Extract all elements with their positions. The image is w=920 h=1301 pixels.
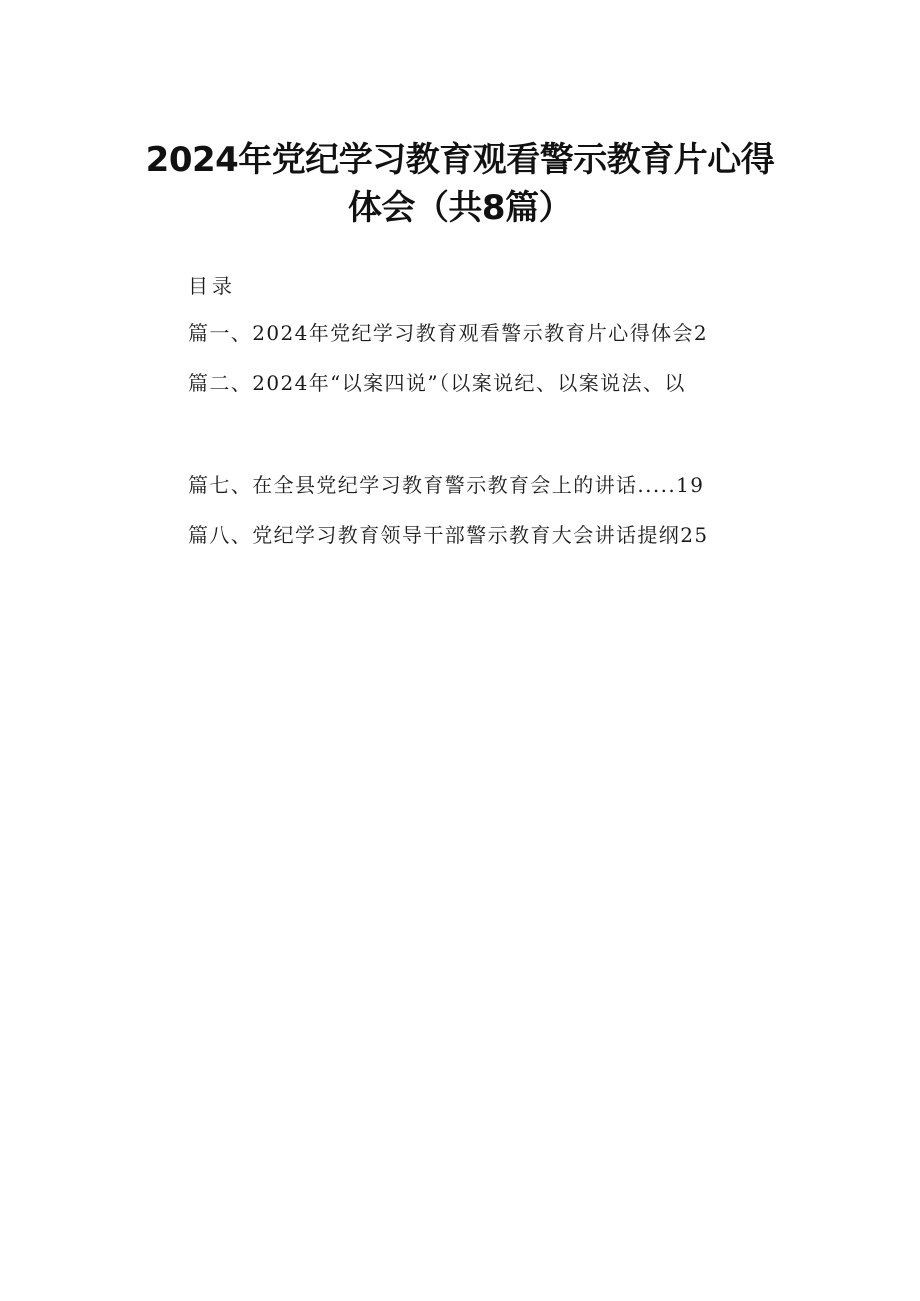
document-title-line-1: 2024年党纪学习教育观看警示教育片心得 xyxy=(145,140,775,180)
document-title-line-2: 体会（共8篇） xyxy=(347,188,573,228)
toc-heading: 目录 xyxy=(188,274,236,298)
toc-item-8[interactable]: 篇八、党纪学习教育领导干部警示教育大会讲话提纲25 xyxy=(188,523,709,547)
toc-item-7[interactable]: 篇七、在全县党纪学习教育警示教育会上的讲话.....19 xyxy=(188,473,705,497)
toc-item-2[interactable]: 篇二、2024年“以案四说”（以案说纪、以案说法、以 xyxy=(188,371,686,395)
toc-item-1[interactable]: 篇一、2024年党纪学习教育观看警示教育片心得体会2 xyxy=(188,321,709,345)
